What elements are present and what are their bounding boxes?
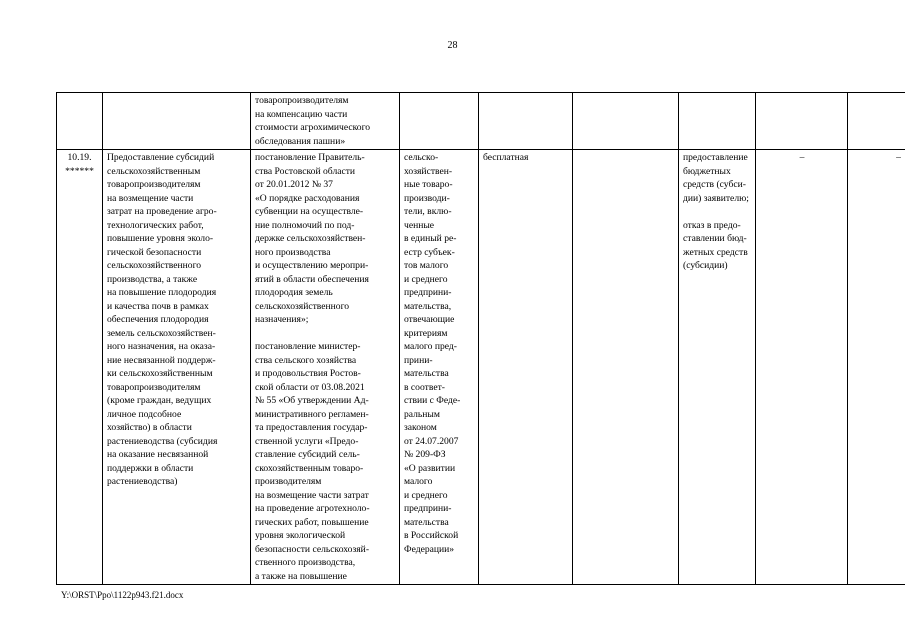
text-line: сельскохозяйственным — [107, 165, 201, 177]
text-line: ской области от 03.08.2021 — [255, 381, 365, 393]
page-number: 28 — [447, 40, 458, 51]
text-line: гических работ, повышение — [255, 516, 369, 528]
cell-col6-cont — [573, 93, 679, 150]
text-line: от 24.07.2007 — [404, 435, 459, 447]
text-line: тели, вклю- — [404, 206, 452, 217]
cell-result-cont — [679, 93, 756, 150]
text-line — [255, 327, 396, 341]
text-line: гической безопасности — [107, 246, 202, 258]
text-line: бесплатная — [483, 152, 529, 163]
text-line: в Российской — [404, 530, 459, 541]
text-line: в единый ре- — [404, 233, 457, 244]
text-line: на возмещение части затрат — [255, 489, 369, 501]
text-line: отказ в предо- — [683, 219, 741, 231]
cell-number-cont — [57, 93, 103, 150]
text-line: Предоставление субсидий — [107, 152, 215, 163]
text-line: постановление министер- — [255, 341, 361, 352]
text-line: производи- — [404, 192, 450, 204]
text-line: законом — [404, 422, 437, 433]
text-line: ние несвязанной поддерж- — [107, 354, 216, 366]
text-line: жетных средств — [683, 246, 748, 258]
text-line: сельскохозяйственного — [107, 260, 202, 271]
cell-recipients — [400, 150, 479, 585]
cell-col9-dash: – — [848, 150, 905, 585]
text-line: обследования пашни» — [255, 135, 346, 147]
text-line: стоимости агрохимического — [255, 122, 371, 133]
text-line: и среднего — [404, 273, 448, 285]
text-line: № 55 «Об утверждении Ад- — [255, 395, 369, 406]
text-line: обеспечения плодородия — [107, 314, 209, 325]
cell-legal-basis — [251, 150, 400, 585]
text-line: затрат на проведение агро- — [107, 206, 217, 217]
text-line: малого пред- — [404, 341, 457, 352]
cell-col9-cont — [848, 93, 905, 150]
cell-legal-basis-cont — [251, 93, 400, 150]
text-line: земель сельскохозяйствен- — [107, 327, 216, 339]
text-line: уровня экологической — [255, 530, 346, 541]
text-line: товаропроизводителям — [107, 179, 201, 190]
text-line: ятий в области обеспечения — [255, 273, 369, 285]
text-line: предприни- — [404, 503, 452, 514]
text-line: и продовольствия Ростов- — [255, 368, 361, 379]
text-line: повышение уровня эколо- — [107, 233, 214, 244]
text-line: ние полномочий по под- — [255, 219, 355, 231]
text-line: ственного производства, — [255, 557, 356, 568]
text-line: назначения»; — [255, 314, 309, 325]
text-line: плодородия земель — [255, 287, 333, 298]
text-line: ного назначения, на оказа- — [107, 341, 216, 352]
text-line: № 209-ФЗ — [404, 449, 446, 460]
text-line: производителям — [255, 476, 322, 487]
text-line: личное подсобное — [107, 408, 182, 420]
text-line: ральным — [404, 408, 440, 420]
text-line: сельскохозяйственного — [255, 300, 350, 312]
text-line: и осуществлению меропри- — [255, 260, 369, 271]
text-line: «О развитии — [404, 462, 456, 474]
cell-col6 — [573, 150, 679, 585]
text-line: отвечающие — [404, 314, 455, 325]
text-line: ставление субсидий сель- — [255, 449, 360, 460]
services-table — [56, 92, 905, 585]
table-row-continuation — [57, 93, 905, 150]
text-line: сельско- — [404, 152, 439, 163]
text-line: растениеводства (субсидия — [107, 435, 218, 447]
text-line: хозяйство) в области — [107, 422, 192, 433]
text-line: естр субъек- — [404, 246, 455, 258]
cell-service-name — [103, 150, 251, 585]
text-line: постановление Правитель- — [255, 152, 365, 163]
text-line: ства Ростовской области — [255, 165, 356, 177]
text-line: прини- — [404, 354, 433, 366]
text-line: и среднего — [404, 489, 448, 501]
text-line: (субсидии) — [683, 260, 728, 271]
text-line: производства, а также — [107, 273, 198, 285]
text-line: ства сельского хозяйства — [255, 354, 357, 366]
text-line: «О порядке расходования — [255, 192, 360, 204]
text-line: мательства, — [404, 300, 452, 312]
text-line: товаропроизводителям — [107, 381, 201, 393]
text-line: субвенции на осуществле- — [255, 206, 364, 217]
text-line: ственной услуги «Предо- — [255, 435, 359, 447]
text-line: ****** — [65, 165, 94, 177]
text-line: технологических работ, — [107, 219, 204, 231]
text-line: в соответ- — [404, 381, 445, 393]
text-line: на повышение плодородия — [107, 287, 217, 298]
cell-result — [679, 150, 756, 585]
text-line: ки сельскохозяйственным — [107, 368, 213, 379]
cell-col8-cont — [756, 93, 848, 150]
text-line: ставлении бюд- — [683, 233, 747, 244]
text-line — [683, 205, 752, 219]
cell-fee-cont — [479, 93, 573, 150]
table-row-10-19 — [57, 150, 905, 585]
cell-col8-dash: – — [756, 150, 848, 585]
text-line: (кроме граждан, ведущих — [107, 395, 212, 406]
text-line: ные товаро- — [404, 179, 453, 190]
text-line: товаропроизводителям — [255, 95, 349, 106]
text-line: критериям — [404, 327, 448, 339]
text-line: ченные — [404, 219, 435, 231]
text-line: ствии с Феде- — [404, 395, 461, 406]
text-line: поддержки в области — [107, 462, 194, 474]
text-line: та предоставления государ- — [255, 422, 368, 433]
text-line: на компенсацию части — [255, 108, 348, 120]
text-line: хозяйствен- — [404, 165, 453, 177]
text-line: и качества почв в рамках — [107, 300, 209, 312]
cell-recipients-cont — [400, 93, 479, 150]
cell-fee — [479, 150, 573, 585]
text-line: 10.19. — [67, 152, 92, 163]
text-line: средств (субси- — [683, 179, 746, 190]
text-line: на оказание несвязанной — [107, 449, 209, 460]
text-line: предоставление — [683, 152, 748, 163]
text-line: Федерации» — [404, 543, 455, 555]
text-line: от 20.01.2012 № 37 — [255, 179, 333, 190]
text-line: тов малого — [404, 260, 449, 271]
text-line: дии) заявителю; — [683, 192, 749, 204]
text-line: ного производства — [255, 246, 331, 258]
text-line: на проведение агротехноло- — [255, 503, 370, 514]
text-line: предприни- — [404, 287, 452, 298]
text-line: скохозяйственным товаро- — [255, 462, 364, 474]
cell-service-cont — [103, 93, 251, 150]
text-line: мательства — [404, 516, 449, 528]
text-line: а также на повышение — [255, 570, 347, 582]
text-line: безопасности сельскохозяй- — [255, 543, 370, 555]
text-line: малого — [404, 476, 433, 487]
text-line: на возмещение части — [107, 192, 194, 204]
text-line: мательства — [404, 368, 449, 379]
text-line: бюджетных — [683, 165, 731, 177]
cell-number — [57, 150, 103, 585]
text-line: держке сельскохозяйствен- — [255, 233, 366, 244]
text-line: растениеводства) — [107, 476, 178, 487]
text-line: министративного регламен- — [255, 408, 369, 420]
footer-file-path: Y:\ORST\Ppo\1122p943.f21.docx — [61, 590, 184, 600]
